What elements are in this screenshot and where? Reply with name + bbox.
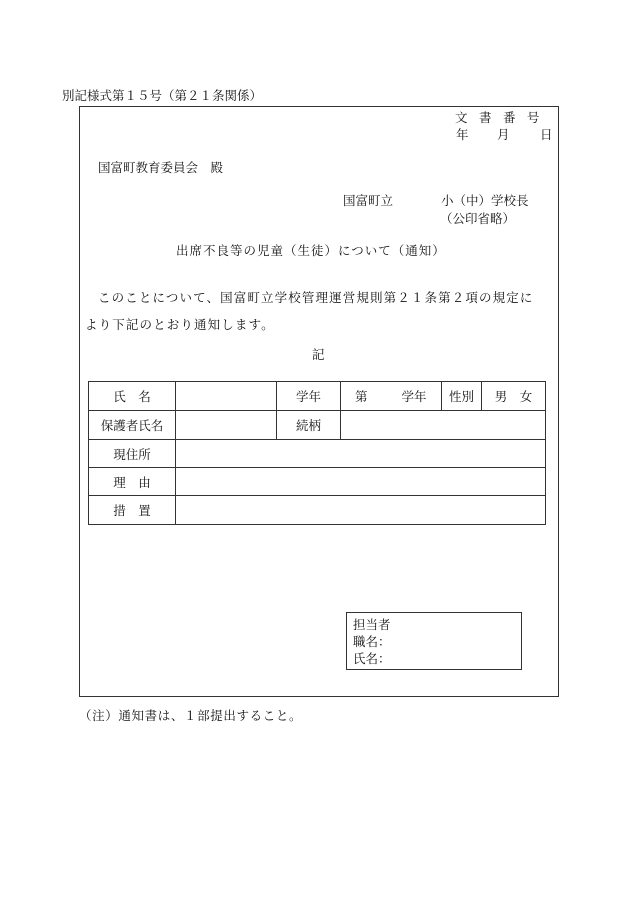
relation-label: 続柄	[277, 411, 341, 440]
name-value[interactable]	[176, 382, 277, 411]
subject-title: 出席不良等の児童（生徒）について（通知）	[176, 243, 446, 258]
table-row	[89, 440, 546, 468]
guardian-value[interactable]	[176, 411, 277, 440]
form-id: 別記様式第１５号（第２１条関係）	[62, 88, 263, 103]
reason-label: 理 由	[89, 468, 176, 496]
table-row	[89, 382, 546, 411]
measure-label: 措 置	[89, 496, 176, 525]
relation-value[interactable]	[341, 411, 546, 440]
name-label: 氏 名	[89, 382, 176, 411]
grade-suffix: 学年	[401, 389, 427, 404]
reason-value[interactable]	[176, 468, 546, 496]
table-row	[89, 468, 546, 496]
seal-note: （公印省略）	[440, 211, 516, 226]
table-row	[89, 411, 546, 440]
date-day-label: 日	[540, 127, 553, 142]
date-year-label: 年	[456, 127, 469, 142]
contact-name: 氏名：	[353, 651, 391, 666]
grade-value[interactable]	[341, 382, 442, 411]
measure-value[interactable]	[176, 496, 546, 525]
contact-position: 職名：	[353, 634, 391, 649]
addressee: 国富町教育委員会 殿	[98, 160, 224, 175]
grade-prefix: 第	[355, 389, 368, 404]
student-info-table	[88, 381, 546, 525]
school-suffix: 小（中）学校長	[441, 193, 529, 208]
grade-label: 学年	[277, 382, 341, 411]
gender-value[interactable]: 男 女	[482, 382, 546, 411]
address-value[interactable]	[176, 440, 546, 468]
doc-number-label: 文 書 番 号	[455, 110, 544, 125]
address-label: 現住所	[89, 440, 176, 468]
footnote: （注）通知書は、１部提出すること。	[79, 708, 303, 723]
guardian-label: 保護者氏名	[89, 411, 176, 440]
body-line-1: このことについて、国富町立学校管理運営規則第２１条第２項の規定に	[98, 290, 534, 305]
gender-label: 性別	[442, 382, 482, 411]
ki-label: 記	[312, 347, 325, 362]
contact-title: 担当者	[353, 617, 391, 632]
contact-box	[346, 612, 522, 670]
table-row	[89, 496, 546, 525]
school-prefix: 国富町立	[343, 193, 394, 208]
date-month-label: 月	[497, 127, 510, 142]
body-line-2: より下記のとおり通知します。	[85, 317, 275, 332]
